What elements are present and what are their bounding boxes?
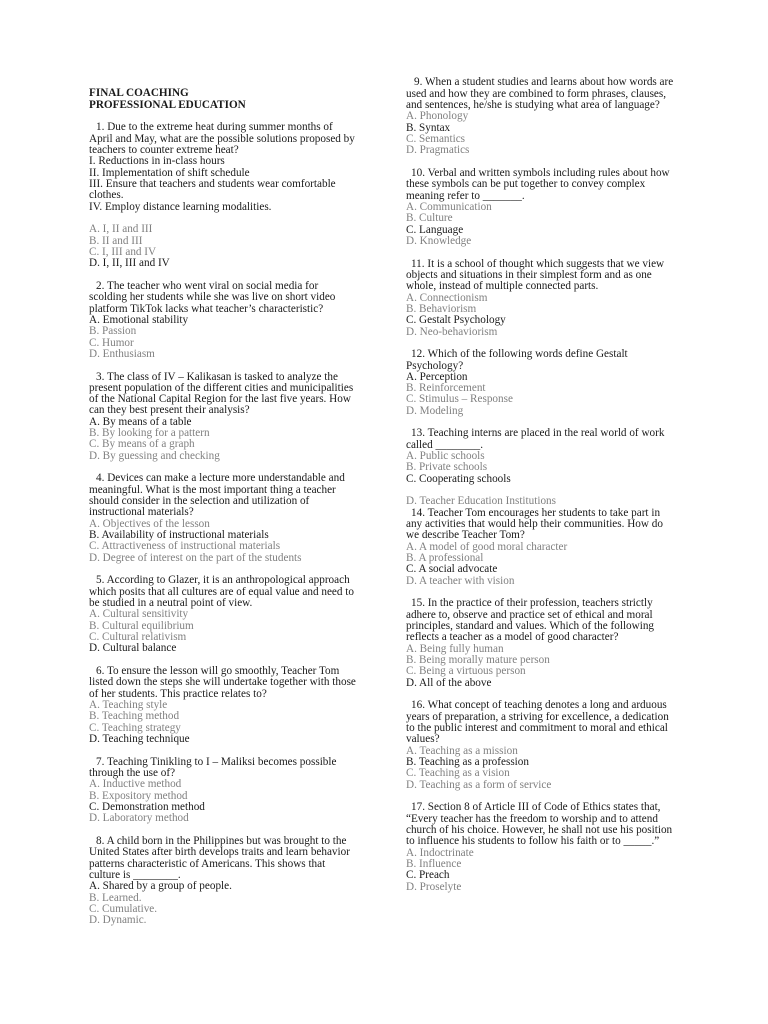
question-stem-line: principles, standard and values. Which of the following [406, 620, 655, 633]
answer-option-a: A. I, II and III [89, 223, 153, 236]
answer-option-d: D. Enthusiasm [89, 347, 155, 360]
answer-option-b: B. Teaching method [89, 710, 180, 723]
question-stem-line: teachers to counter extreme heat? [89, 143, 239, 156]
question-stem-line: years of preparation, a striving for excellence, a dedication [406, 710, 669, 723]
question-stem [406, 700, 706, 745]
question-stem-line: whole, instead of multiple connected parts. [406, 280, 599, 293]
answer-option-a: A. Communication [406, 200, 492, 213]
answer-option-c: C. Cumulative. [89, 902, 158, 915]
answer-options [89, 315, 389, 360]
answer-option-c: C. By means of a graph [89, 438, 195, 451]
question-stem [89, 122, 389, 213]
question-stem-line: 9. When a student studies and learns about how words are [414, 76, 674, 89]
answer-option-d: D. Pragmatics [406, 144, 470, 157]
question-stem-line: be studied in a neutral point of view. [89, 597, 253, 610]
question-stem-line: adhere to, observe and practice set of ethical and moral [406, 608, 653, 621]
answer-option-d: D. Teaching technique [89, 733, 190, 745]
question-stem-line: these symbols can be put together to convey complex [406, 178, 646, 191]
question-stem-line: clothes. [89, 189, 124, 202]
answer-option-c: C. Teaching as a vision [406, 767, 510, 780]
answer-option-a: A. Teaching as a mission [406, 744, 518, 757]
answer-option-c: C. Cultural relativism [89, 631, 187, 644]
question-stem-line: United States after birth develops traits and learn behavior [89, 846, 350, 859]
answer-options [406, 451, 706, 508]
answer-options [89, 224, 389, 269]
question-stem [89, 836, 389, 881]
answer-option-d: D. A teacher with vision [406, 574, 515, 587]
answer-options [89, 779, 389, 824]
question-15 [406, 598, 706, 689]
answer-option-d: D. Knowledge [406, 234, 472, 247]
question-stem-line: listed down the steps she will undertake together with those [89, 676, 356, 689]
question-stem-line: can they best present their analysis? [89, 404, 250, 417]
answer-option-b: B. Expository method [89, 789, 188, 802]
question-stem-line: 5. According to Glazer, it is an anthropological approach [96, 574, 350, 587]
question-stem-line: objects and situations in their simplest form and as one [406, 268, 652, 281]
question-stem-line: 7. Teaching Tinikling to I – Maliksi becomes possible [96, 755, 337, 768]
question-stem-line: through the use of? [89, 766, 176, 779]
question-10 [406, 168, 706, 247]
answer-option-b: B. Being morally mature person [406, 654, 550, 667]
answer-option-d: D. By guessing and checking [89, 449, 220, 462]
answer-option-a: A. Being fully human [406, 642, 504, 655]
answer-option-b: B. Syntax [406, 121, 451, 134]
question-stem-line: and sentences, he/she is studying what area of language? [406, 98, 660, 111]
answer-option-c: C. Stimulus – Response [406, 393, 513, 406]
question-stem-line: platform TikTok lacks what teacher’s characteristic? [89, 302, 324, 315]
question-5 [89, 575, 389, 654]
question-stem [89, 666, 389, 700]
question-stem-line: meaningful. What is the most important thing a teacher [89, 483, 336, 496]
question-stem-line: III. Ensure that teachers and students wear comfortable [89, 177, 336, 190]
answer-option-d: D. All of the above [406, 676, 492, 689]
answer-options [406, 293, 706, 338]
answer-option-b: B. Passion [89, 325, 137, 338]
question-2 [89, 281, 389, 360]
answer-option-d: D. Proselyte [406, 880, 462, 893]
question-stem-line: 3. The class of IV – Kalikasan is tasked to analyze the [96, 370, 338, 383]
question-stem-line: to influence his students to follow his faith or to _____.” [406, 835, 660, 848]
answer-options [406, 542, 706, 587]
answer-options [406, 746, 706, 791]
question-stem [406, 259, 706, 293]
left-column [89, 88, 389, 938]
answer-option-c: C. Preach [406, 869, 450, 882]
answer-option-c: C. Demonstration method [89, 800, 205, 813]
answer-option-b: B. Influence [406, 857, 462, 870]
answer-option-d: D. Teacher Education Institutions [406, 495, 557, 508]
answer-options [89, 609, 389, 654]
question-stem-line: Psychology? [406, 359, 464, 372]
question-stem-line: I. Reductions in in-class hours [89, 155, 225, 168]
question-stem [89, 281, 389, 315]
question-stem-line: reflects a teacher as a model of good character? [406, 631, 619, 644]
question-stem-line: scolding her students while she was live on short video [89, 291, 336, 304]
question-16 [406, 700, 706, 791]
answer-option-a: A. Objectives of the lesson [89, 517, 210, 530]
question-stem-line: used and how they are combined to form phrases, clauses, [406, 87, 667, 100]
answer-option-a: A. Emotional stability [89, 313, 189, 326]
question-stem-line: church of his choice. However, he shall not use his position [406, 823, 673, 836]
answer-option-b: B. Culture [406, 212, 453, 225]
answer-option-d: D. Neo-behaviorism [406, 325, 498, 338]
answer-option-c: C. Cooperating schools [406, 472, 511, 485]
answer-option-b: B. II and III [89, 234, 143, 247]
question-stem-line: instructional materials? [89, 506, 194, 519]
answer-option-c: C. Language [406, 223, 464, 236]
question-stem-line: IV. Employ distance learning modalities. [89, 200, 272, 213]
question-stem-line: 16. What concept of teaching denotes a long and arduous [411, 699, 667, 712]
answer-option-a: A. Shared by a group of people. [89, 880, 232, 893]
question-11 [406, 259, 706, 338]
question-stem-line: 14. Teacher Tom encourages her students to take part in [411, 506, 661, 519]
answer-option-c: C. A social advocate [406, 563, 498, 576]
question-stem [406, 77, 706, 111]
question-stem-line: 4. Devices can make a lecture more understandable and [96, 472, 345, 485]
question-stem-line: patterns characteristic of Americans. This shows that [89, 857, 326, 870]
answer-option-d: D. Dynamic. [89, 914, 147, 927]
answer-option-b: B. Learned. [89, 891, 142, 904]
answer-option-a: A. Indoctrinate [406, 846, 474, 859]
question-stem-line: which posits that all cultures are of equal value and need to [89, 585, 354, 598]
answer-options [89, 700, 389, 745]
answer-option-b: B. Reinforcement [406, 382, 486, 395]
right-column [406, 77, 706, 904]
answer-option-c: C. Semantics [406, 132, 466, 145]
question-stem-line: April and May, what are the possible solutions proposed by [89, 132, 355, 145]
question-stem [89, 757, 389, 780]
answer-option-a: A. Connectionism [406, 291, 488, 304]
answer-options [406, 644, 706, 689]
question-stem [406, 508, 706, 542]
answer-option-a: A. By means of a table [89, 415, 192, 428]
question-4 [89, 473, 389, 564]
answer-options [89, 417, 389, 462]
question-stem-line: any activities that would help their communities. How do [406, 518, 663, 531]
document-title [89, 88, 389, 111]
document-title-line: FINAL COACHING [89, 87, 189, 100]
question-stem-line: 12. Which of the following words define Gestalt [411, 348, 628, 361]
question-stem-line: 17. Section 8 of Article III of Code of Ethics states that, [411, 801, 661, 814]
answer-option-d: D. Laboratory method [89, 812, 189, 825]
question-stem-line: meaning refer to _______. [406, 189, 525, 202]
question-stem-line: 6. To ensure the lesson will go smoothly, Teacher Tom [96, 665, 340, 678]
question-12 [406, 349, 706, 417]
answer-options [406, 372, 706, 417]
answer-option-b: B. By looking for a pattern [89, 427, 210, 440]
answer-options [89, 881, 389, 926]
question-stem [89, 372, 389, 417]
document-title-line: PROFESSIONAL EDUCATION [89, 98, 246, 111]
answer-option-c: C. Attractiveness of instructional materials [89, 540, 281, 553]
answer-options [406, 848, 706, 893]
question-stem [406, 168, 706, 202]
question-stem-line: 13. Teaching interns are placed in the real world of work [411, 427, 665, 440]
answer-option-d: D. I, II, III and IV [89, 257, 170, 270]
answer-option-b: B. Teaching as a profession [406, 755, 529, 768]
answer-option-b: B. Availability of instructional materials [89, 529, 269, 542]
question-7 [89, 757, 389, 825]
answer-option-b: B. Private schools [406, 461, 488, 474]
question-stem-line: 8. A child born in the Philippines but was brought to the [96, 834, 347, 847]
question-stem [406, 598, 706, 643]
answer-options [89, 519, 389, 564]
question-stem-line: 2. The teacher who went viral on social media for [96, 279, 319, 292]
question-stem-line: values? [406, 733, 440, 746]
answer-option-a: A. Teaching style [89, 699, 168, 712]
question-stem-line: called ________. [406, 438, 484, 451]
question-3 [89, 372, 389, 463]
question-stem [406, 802, 706, 847]
answer-option-b: B. Behaviorism [406, 302, 477, 315]
answer-option-d: D. Cultural balance [89, 642, 177, 655]
question-stem-line: “Every teacher has the freedom to worship and to attend [406, 812, 658, 825]
question-stem-line: we describe Teacher Tom? [406, 529, 525, 542]
answer-options [406, 202, 706, 247]
question-stem-line: 10. Verbal and written symbols including rules about how [411, 166, 670, 179]
answer-option-a: A. Perception [406, 370, 468, 383]
answer-option-c: C. Teaching strategy [89, 721, 181, 734]
question-stem-line: of her students. This practice relates to? [89, 687, 267, 700]
answer-option-c: C. I, III and IV [89, 245, 157, 258]
question-stem-line: 1. Due to the extreme heat during summer months of [96, 121, 333, 134]
answer-option-b: B. A professional [406, 552, 484, 565]
question-stem [406, 428, 706, 451]
question-6 [89, 666, 389, 745]
question-stem-line: of the National Capital Region for the last five years. How [89, 393, 351, 406]
answer-option-d: D. Degree of interest on the part of the students [89, 551, 302, 564]
answer-option-a: A. A model of good moral character [406, 540, 568, 553]
question-1 [89, 122, 389, 269]
answer-option-a: A. Public schools [406, 450, 485, 463]
question-stem-line: to the public interest and commitment to moral and ethical [406, 722, 668, 734]
answer-option-a: A. Inductive method [89, 778, 182, 791]
question-stem [406, 349, 706, 372]
question-stem [89, 473, 389, 518]
question-stem-line: 15. In the practice of their profession, teachers strictly [411, 597, 653, 610]
answer-option-b: B. Cultural equilibrium [89, 619, 194, 632]
answer-option-c: C. Gestalt Psychology [406, 314, 506, 327]
question-17 [406, 802, 706, 893]
question-stem-line: 11. It is a school of thought which suggests that we view [411, 257, 665, 270]
answer-option-d: D. Modeling [406, 404, 464, 417]
answer-option-a: A. Cultural sensitivity [89, 608, 189, 621]
question-stem-line: culture is ________. [89, 868, 181, 881]
answer-option-a: A. Phonology [406, 110, 469, 123]
question-stem-line: should consider in the selection and utilization of [89, 495, 310, 508]
question-8 [89, 836, 389, 927]
question-stem-line: present population of the different cities and municipalities [89, 381, 354, 394]
answer-option-c: C. Humor [89, 336, 134, 349]
question-14 [406, 508, 706, 587]
answer-options [406, 111, 706, 156]
question-13 [406, 428, 706, 507]
question-9 [406, 77, 706, 156]
question-stem [89, 575, 389, 609]
question-stem-line: II. Implementation of shift schedule [89, 166, 250, 179]
answer-option-c: C. Being a virtuous person [406, 665, 526, 678]
answer-option-d: D. Teaching as a form of service [406, 778, 552, 791]
